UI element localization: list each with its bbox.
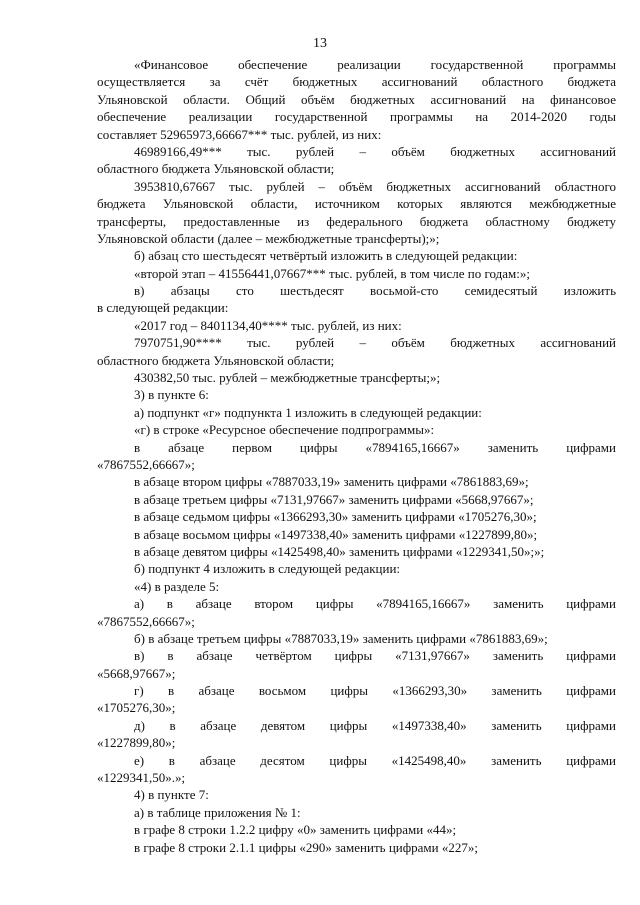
text-line: «1705276,30»;	[97, 700, 176, 716]
text-line: трансферты, предоставленные из федерального бюджета областному бюджету	[97, 213, 616, 229]
text-line: «2017 год – 8401134,40**** тыс. рублей, из них:	[134, 317, 402, 333]
text-line: «7867552,66667»;	[97, 613, 195, 629]
text-line: в) в абзаце четвёртом цифры «7131,97667» заменить цифрами	[134, 648, 616, 664]
text-line: «Финансовое обеспечение реализации государственной программы	[134, 57, 616, 72]
text-line: б) подпункт 4 изложить в следующей редакции:	[134, 561, 401, 577]
text-line: в следующей редакции:	[97, 300, 229, 316]
text-line: составляет 52965973,66667*** тыс. рублей, из них:	[97, 126, 382, 142]
text-line: в абзаце втором цифры «7887033,19» заменить цифрами «7861883,69»;	[134, 474, 529, 490]
text-line: Ульяновской области (далее – межбюджетные трансферты);»;	[97, 230, 440, 246]
text-line: в абзаце первом цифры «7894165,16667» заменить цифрами	[134, 439, 616, 455]
page-number: 13	[313, 36, 327, 51]
text-line: 430382,50 тыс. рублей – межбюджетные трансферты;»;	[134, 370, 441, 386]
text-line: «1227899,80»;	[97, 735, 176, 751]
text-line: 4) в пункте 7:	[134, 787, 209, 803]
text-line: «7867552,66667»;	[97, 456, 195, 472]
text-line: «г) в строке «Ресурсное обеспечение подпрограммы»:	[134, 422, 435, 438]
text-line: «5668,97667»;	[97, 665, 176, 681]
text-line: в графе 8 строки 1.2.2 цифру «0» заменить цифрами «44»;	[134, 822, 457, 838]
text-line: е) в абзаце десятом цифры «1425498,40» заменить цифрами	[134, 752, 616, 768]
text-line: 46989166,49*** тыс. рублей – объём бюджетных ассигнований	[134, 143, 616, 159]
text-line: г) в абзаце восьмом цифры «1366293,30» заменить цифрами	[134, 683, 616, 699]
text-line: 3953810,67667 тыс. рублей – объём бюджетных ассигнований областного	[134, 178, 616, 194]
text-line: бюджета Ульяновской области, источником которых являются межбюджетные	[97, 196, 616, 212]
text-line: в абзаце третьем цифры «7131,97667» заменить цифрами «5668,97667»;	[134, 491, 534, 507]
text-line: а) подпункт «г» подпункта 1 изложить в следующей редакции:	[134, 404, 482, 420]
text-line: в абзаце девятом цифры «1425498,40» заменить цифрами «1229341,50»;»;	[134, 543, 545, 559]
text-line: а) в таблице приложения № 1:	[134, 804, 301, 820]
text-line: в абзаце восьмом цифры «1497338,40» заменить цифрами «1227899,80»;	[134, 526, 538, 542]
text-line: 3) в пункте 6:	[134, 387, 209, 403]
text-line: в) абзацы сто шестьдесят восьмой-сто семидесятый изложить	[134, 283, 616, 299]
text-line: областного бюджета Ульяновской области;	[97, 161, 335, 177]
text-line: в абзаце седьмом цифры «1366293,30» заменить цифрами «1705276,30»;	[134, 509, 537, 525]
text-line: 7970751,90**** тыс. рублей – объём бюджетных ассигнований	[134, 335, 616, 351]
text-line: «второй этап – 41556441,07667*** тыс. рублей, в том числе по годам:»;	[134, 265, 530, 281]
text-line: а) в абзаце втором цифры «7894165,16667» заменить цифрами	[134, 596, 616, 612]
text-line: д) в абзаце девятом цифры «1497338,40» заменить цифрами	[134, 717, 616, 733]
text-line: осуществляется за счёт бюджетных ассигнований областного бюджета	[97, 74, 616, 90]
text-line: в графе 8 строки 2.1.1 цифры «290» заменить цифрами «227»;	[134, 839, 478, 855]
text-line: «1229341,50».»;	[97, 770, 186, 786]
text-line: б) в абзаце третьем цифры «7887033,19» заменить цифрами «7861883,69»;	[134, 630, 548, 646]
text-line: обеспечение реализации государственной программы на 2014-2020 годы	[97, 109, 616, 125]
text-line: областного бюджета Ульяновской области;	[97, 352, 335, 368]
text-line: «4) в разделе 5:	[134, 578, 220, 594]
text-line: Ульяновской области. Общий объём бюджетных ассигнований на финансовое	[97, 91, 616, 107]
text-line: б) абзац сто шестьдесят четвёртый изложить в следующей редакции:	[134, 248, 518, 264]
document-body	[97, 56, 616, 856]
